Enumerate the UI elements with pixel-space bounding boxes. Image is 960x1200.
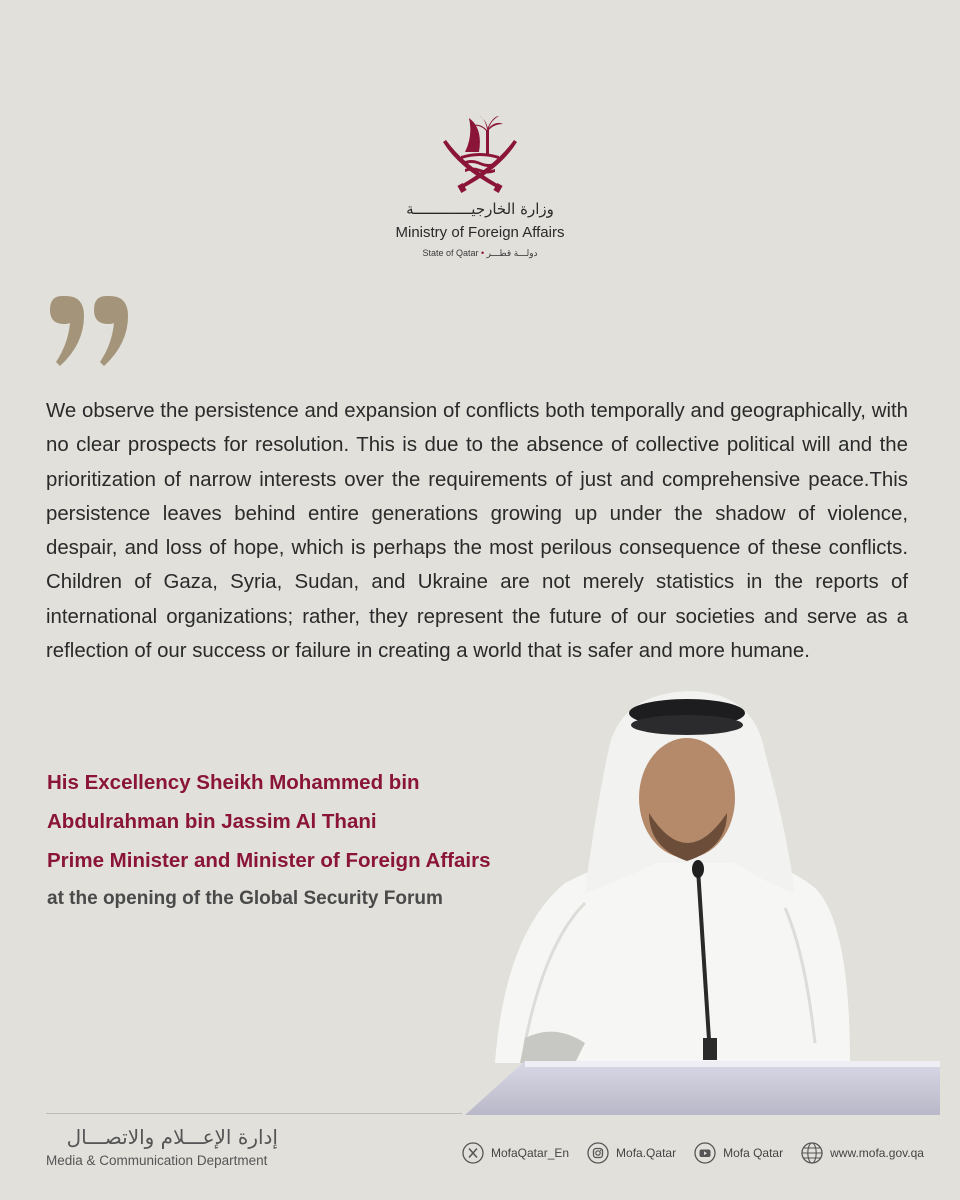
event-description: at the opening of the Global Security Forum — [47, 888, 443, 909]
ministry-logo — [380, 112, 580, 272]
speaker-name-line-2: Abdulrahman bin Jassim Al Thani — [47, 810, 377, 833]
social-label-website: www.mofa.gov.qa — [830, 1146, 924, 1160]
globe-icon — [801, 1142, 823, 1164]
qatar-emblem-icon — [437, 112, 523, 198]
department-logo — [46, 1122, 296, 1170]
state-separator: • — [480, 248, 485, 258]
x-icon — [462, 1142, 484, 1164]
quote-text: We observe the persistence and expansion of conflicts both temporally and geographically, with no clear prospects for resolution. This is due to the absence of collective political will and the prioritization of narrow interests over the requirements of just and comprehensive peace.This persistence leaves behind entire generations growing up under the shadow of violence, despair, and loss of hope, which is perhaps the most perilous consequence of these conflicts. Children of Gaza, Syria, Sudan, and Ukraine are not merely statistics in the reports of international organizations; rather, they represent the future of our societies and serve as a reflection of our success or failure in creating a world that is safer and more humane. — [46, 400, 908, 663]
social-label-x: MofaQatar_En — [491, 1146, 570, 1160]
social-link-website[interactable] — [801, 1142, 924, 1164]
social-label-instagram: Mofa.Qatar — [616, 1146, 677, 1160]
department-name-arabic: إدارة الإعـــلام والاتصـــال — [66, 1125, 278, 1149]
speaker-photo — [465, 683, 940, 1115]
social-link-youtube[interactable] — [694, 1142, 783, 1164]
quotation-mark-icon — [50, 294, 132, 368]
speaker-title: Prime Minister and Minister of Foreign Affairs — [47, 849, 491, 872]
state-name-english: State of Qatar — [422, 248, 479, 258]
state-name-arabic: دولـــة قطـــر — [486, 248, 538, 258]
department-name-english: Media & Communication Department — [46, 1153, 268, 1168]
ministry-name-english: Ministry of Foreign Affairs — [395, 224, 565, 241]
speaker-name-line-1: His Excellency Sheikh Mohammed bin — [47, 771, 420, 794]
youtube-icon — [694, 1142, 716, 1164]
footer-divider — [46, 1113, 462, 1114]
ministry-name-arabic: وزارة الخارجيـــــــــــــة — [406, 200, 554, 218]
social-link-x[interactable] — [462, 1142, 569, 1164]
instagram-icon — [587, 1142, 609, 1164]
social-label-youtube: Mofa Qatar — [723, 1146, 784, 1160]
social-links — [462, 1140, 942, 1166]
social-link-instagram[interactable] — [587, 1142, 676, 1164]
state-line — [380, 248, 580, 259]
